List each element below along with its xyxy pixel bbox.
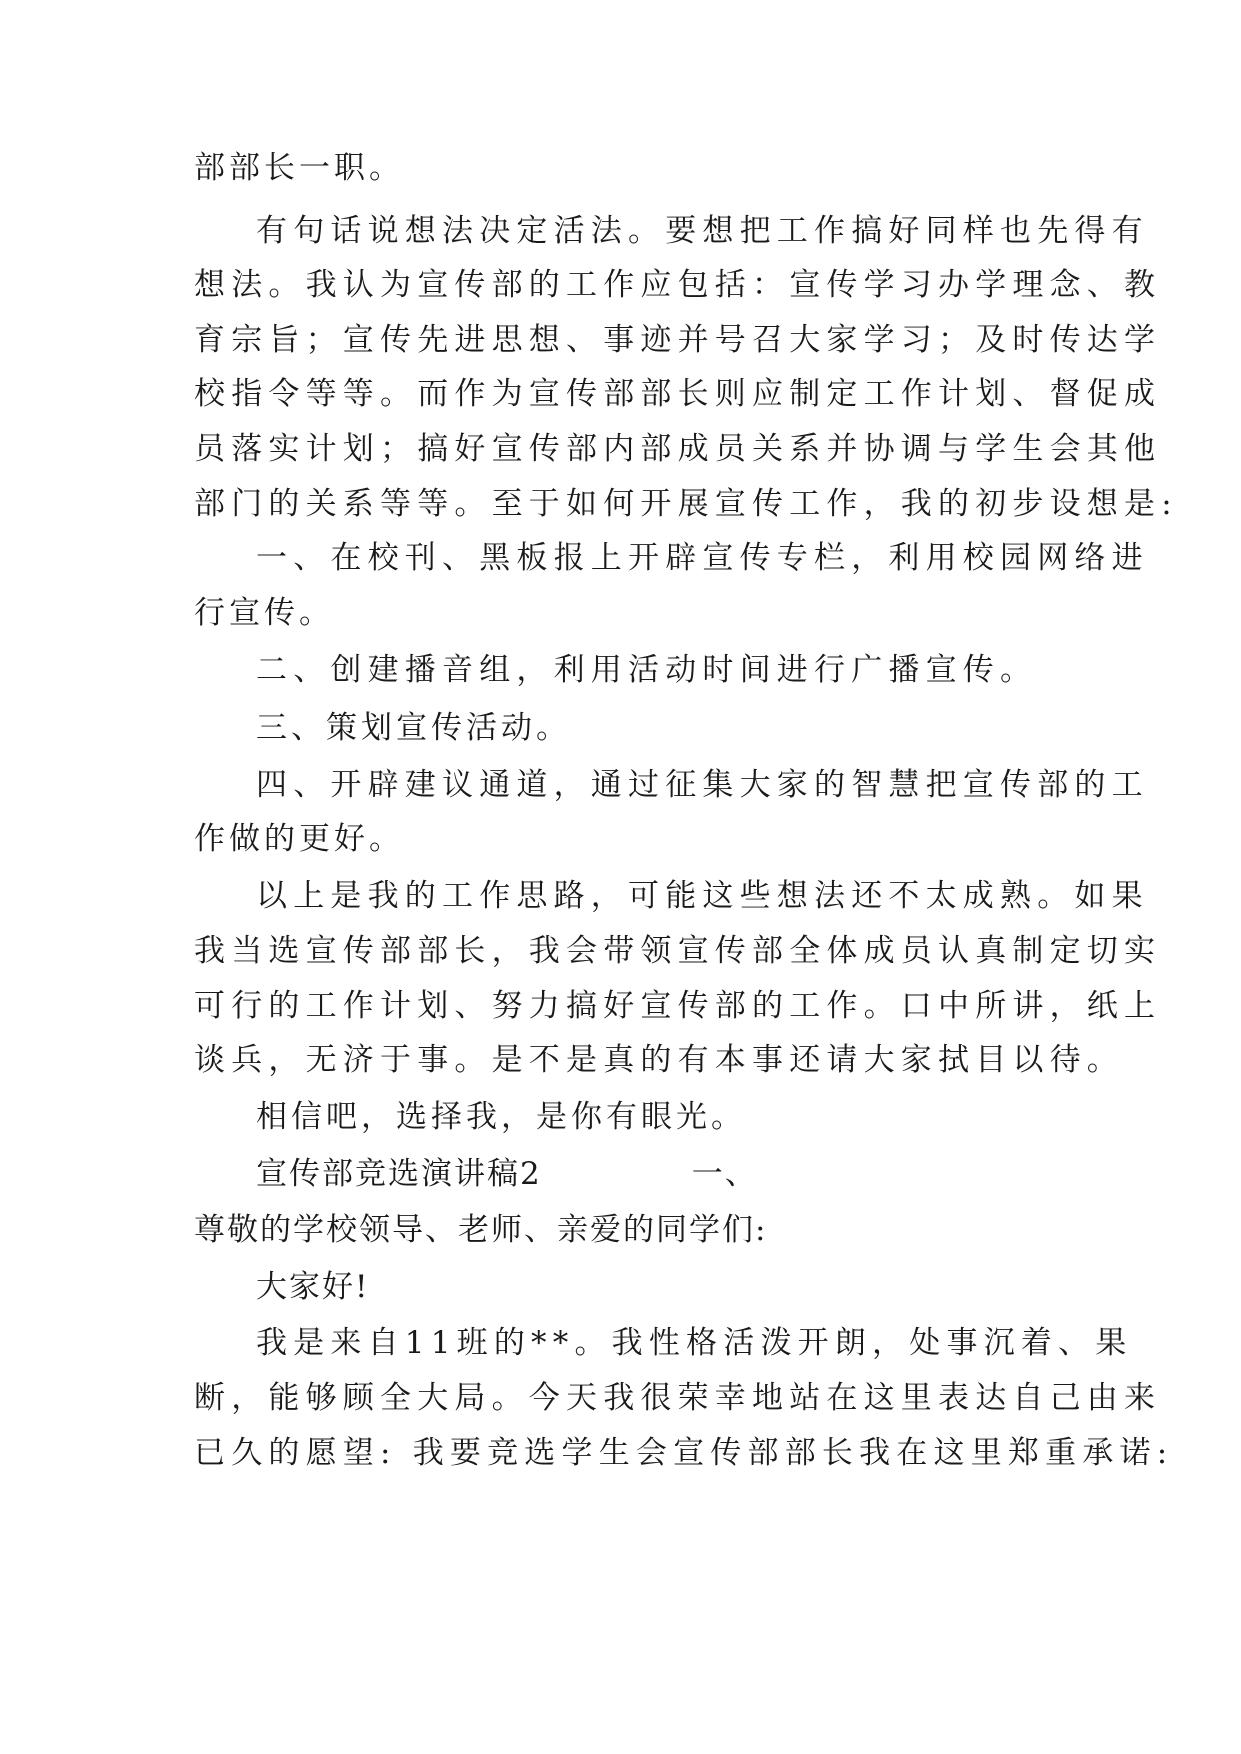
paragraph-line: 我是来自11班的**。我性格活泼开朗，处事沉着、果	[256, 1325, 1133, 1361]
text-line: 部部长一职。	[194, 150, 404, 186]
text-line: 已久的愿望: 我要竞选学生会宣传部部长我在这里郑重承诺:	[194, 1435, 1174, 1471]
text-line: 行宣传。	[194, 595, 334, 631]
paragraph-line: 相信吧，选择我，是你有眼光。	[256, 1099, 746, 1135]
text-line: 谈兵，无济于事。是不是真的有本事还请大家拭目以待。	[194, 1042, 1124, 1078]
text-line: 育宗旨；宣传先进思想、事迹并号召大家学习；及时传达学	[194, 322, 1162, 358]
text-line: 断，能够顾全大局。今天我很荣幸地站在这里表达自己由来	[194, 1380, 1162, 1416]
greeting-line: 大家好!	[256, 1269, 370, 1305]
salutation-line: 尊敬的学校领导、老师、亲爱的同学们:	[194, 1212, 768, 1248]
text-line: 员落实计划；搞好宣传部内部成员关系并协调与学生会其他	[194, 431, 1162, 467]
section-heading	[256, 1154, 1054, 1194]
text-line: 想法。我认为宣传部的工作应包括：宣传学习办学理念、教	[194, 267, 1162, 303]
text-line: 部门的关系等等。至于如何开展宣传工作，我的初步设想是:	[194, 486, 1178, 522]
paragraph-line: 四、开辟建议通道，通过征集大家的智慧把宣传部的工	[256, 767, 1149, 803]
paragraph-line: 三、策划宣传活动。	[256, 710, 571, 746]
paragraph-line: 以上是我的工作思路，可能这些想法还不太成熟。如果	[256, 878, 1149, 914]
heading-number: 一、	[691, 1156, 758, 1192]
text-line: 校指令等等。而作为宣传部部长则应制定工作计划、督促成	[194, 376, 1162, 412]
paragraph-line: 有句话说想法决定活法。要想把工作搞好同样也先得有	[256, 213, 1149, 249]
heading-title: 宣传部竞选演讲稿2	[256, 1156, 542, 1192]
text-line: 我当选宣传部部长，我会带领宣传部全体成员认真制定切实	[194, 933, 1162, 969]
text-line: 作做的更好。	[194, 821, 404, 857]
paragraph-line: 二、创建播音组，利用活动时间进行广播宣传。	[256, 652, 1038, 688]
paragraph-line: 一、在校刊、黑板报上开辟宣传专栏，利用校园网络进	[256, 540, 1149, 576]
text-line: 可行的工作计划、努力搞好宣传部的工作。口中所讲，纸上	[194, 988, 1162, 1024]
